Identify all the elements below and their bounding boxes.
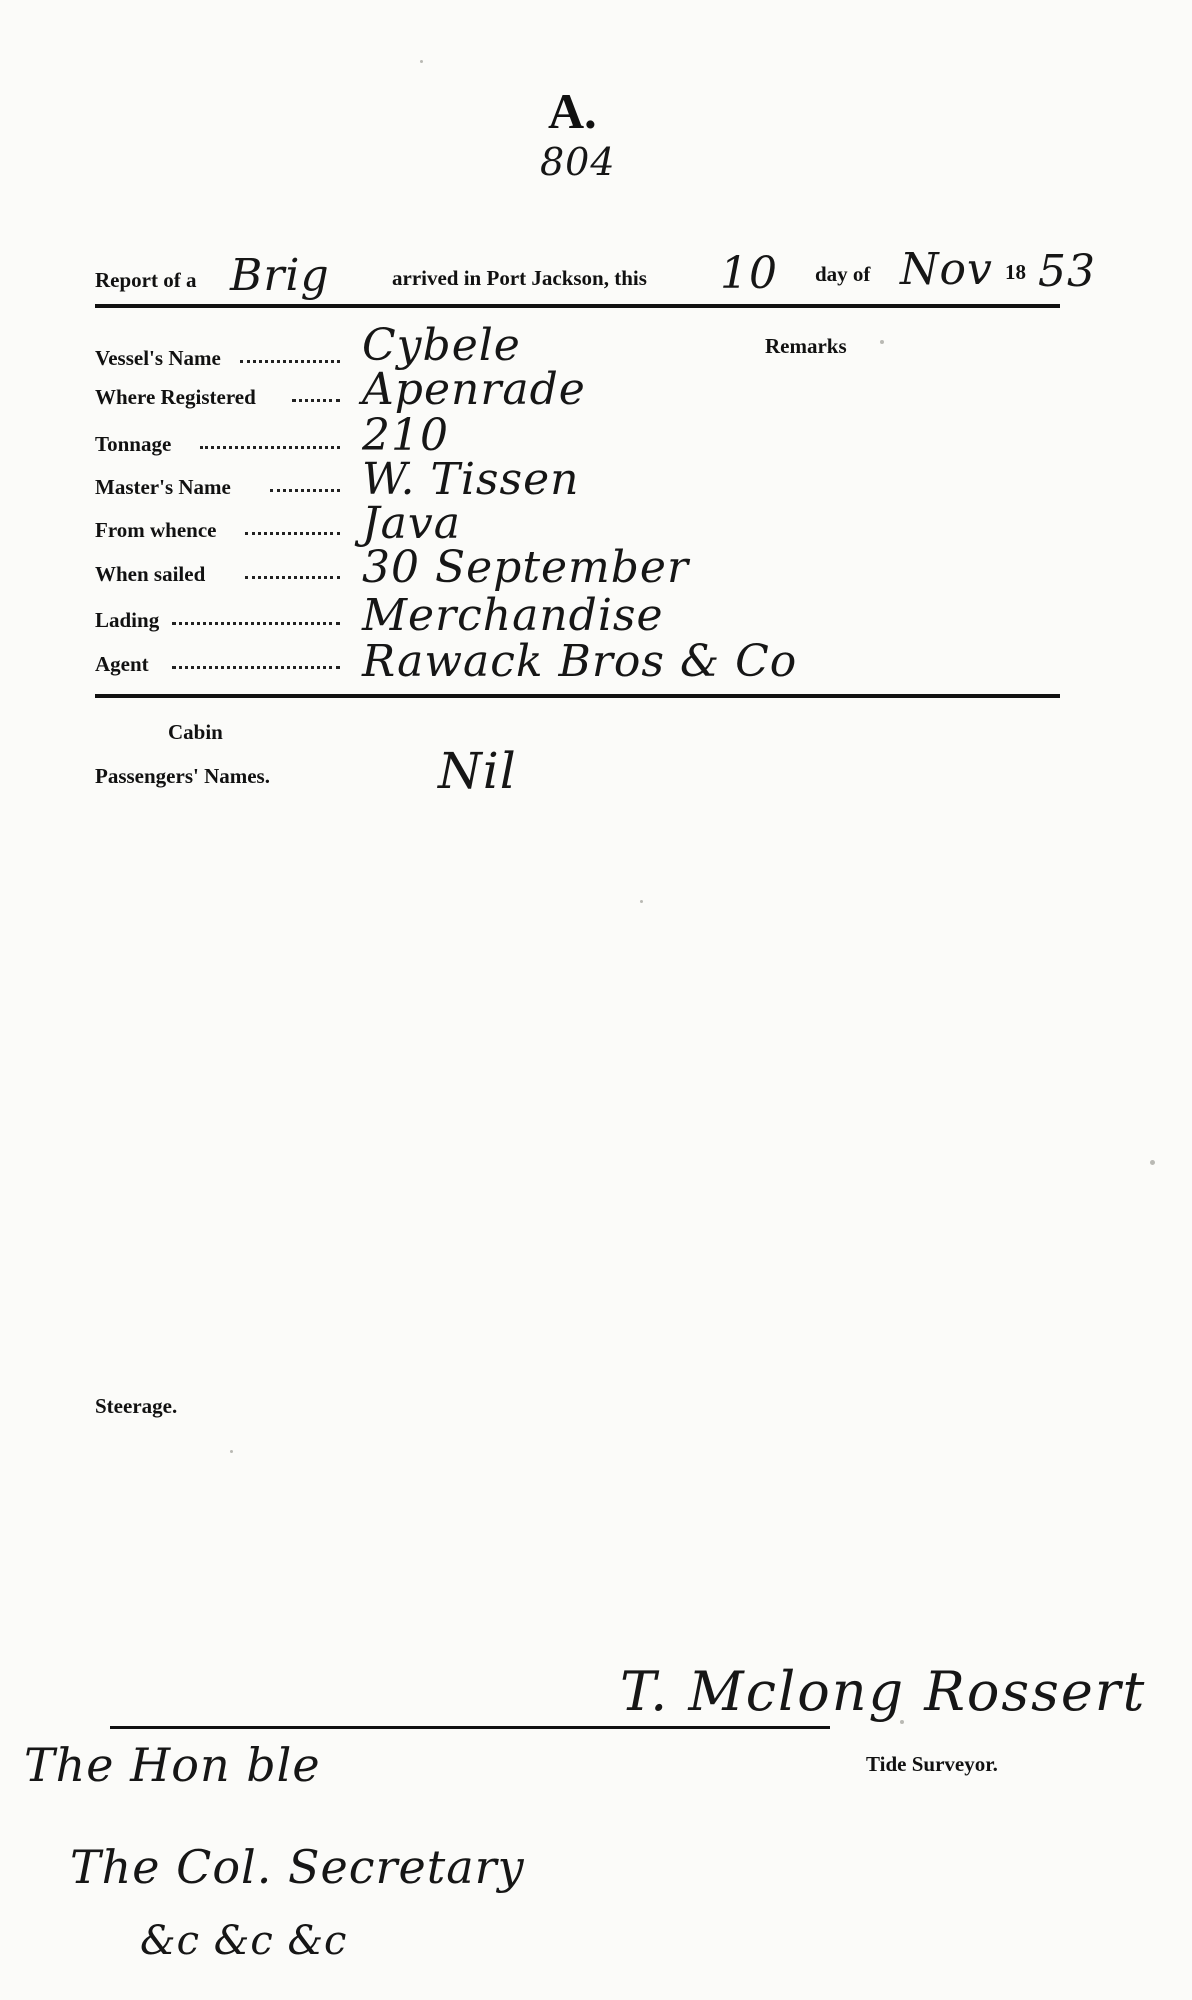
passengers-label: Passengers' Names. [95, 764, 270, 788]
field-label-agent: Agent [95, 652, 149, 676]
paper-speck [230, 1450, 233, 1453]
year-prefix: 18 [1005, 260, 1026, 284]
signature-line [110, 1726, 830, 1729]
field-label-when-sailed: When sailed [95, 562, 206, 586]
field-value-where-registered: Apenrade [362, 364, 586, 415]
field-value-when-sailed: 30 September [362, 542, 690, 593]
leader-dots [292, 399, 340, 402]
field-value-tonnage: 210 [362, 410, 449, 461]
paper-speck [1150, 1160, 1155, 1165]
vessel-type-value: Brig [230, 250, 330, 301]
leader-dots [172, 666, 340, 669]
steerage-label: Steerage. [95, 1394, 178, 1418]
leader-dots [240, 360, 340, 363]
arrived-text: arrived in Port Jackson, this [392, 266, 647, 290]
field-value-vessel-name: Cybele [362, 320, 521, 371]
field-label-lading: Lading [95, 608, 160, 632]
field-value-agent: Rawack Bros & Co [362, 636, 798, 687]
field-label-where-registered: Where Registered [95, 385, 256, 409]
field-label-vessel-name: Vessel's Name [95, 346, 221, 370]
surveyor-title: Tide Surveyor. [866, 1752, 998, 1776]
field-label-masters-name: Master's Name [95, 475, 231, 499]
cabin-label: Cabin [168, 720, 223, 744]
field-value-from-whence: Java [362, 498, 461, 549]
remarks-label: Remarks [765, 334, 847, 358]
leader-dots [245, 576, 340, 579]
paper-speck [880, 340, 884, 344]
leader-dots [245, 532, 340, 535]
passengers-value: Nil [438, 742, 517, 800]
field-label-tonnage: Tonnage [95, 432, 172, 456]
reference-number: 804 [540, 140, 616, 184]
header-divider [95, 304, 1060, 308]
field-label-from-whence: From whence [95, 518, 217, 542]
month-value: Nov [900, 244, 993, 295]
day-of-text: day of [815, 262, 871, 286]
leader-dots [200, 446, 340, 449]
paper-speck [640, 900, 643, 903]
address-line-3: &c &c &c [140, 1918, 348, 1964]
year-suffix: 53 [1038, 246, 1096, 297]
field-value-lading: Merchandise [362, 590, 664, 641]
report-prefix: Report of a [95, 268, 197, 292]
leader-dots [172, 622, 340, 625]
form-letter: A. [548, 83, 597, 139]
address-line-2: The Col. Secretary [70, 1840, 525, 1894]
surveyor-signature: T. Mclong Rossert [620, 1660, 1147, 1723]
paper-speck [420, 60, 423, 63]
address-line-1: The Hon ble [24, 1738, 321, 1792]
day-value: 10 [720, 248, 778, 299]
leader-dots [270, 489, 340, 492]
fields-divider [95, 694, 1060, 698]
field-value-masters-name: W. Tissen [362, 454, 580, 505]
